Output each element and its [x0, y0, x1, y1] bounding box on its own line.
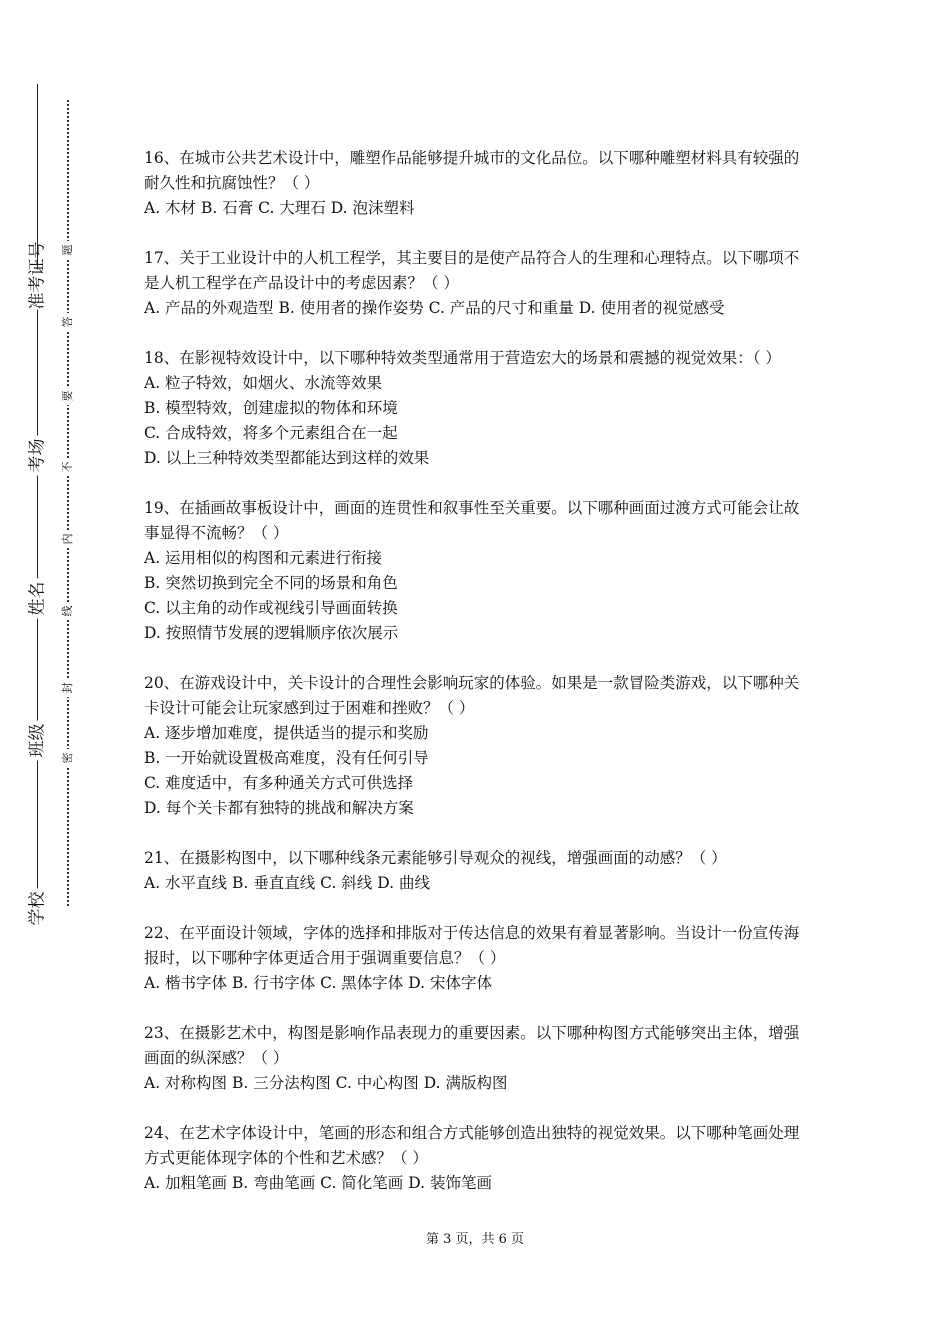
question-options: A. 水平直线 B. 垂直直线 C. 斜线 D. 曲线 [144, 874, 430, 892]
seal-char: 答 [62, 313, 74, 331]
question-text: 18、在影视特效设计中，以下哪种特效类型通常用于营造宏大的场景和震撼的视觉效果：（ ） [144, 349, 781, 367]
question-16 [144, 146, 814, 221]
page-footer: 第 3 页，共 6 页 [425, 1232, 525, 1247]
question-text: 17、关于工业设计中的人机工程学，其主要目的是使产品符合人的生理和心理特点。以下哪项不是人机工程学在产品设计中的考虑因素？（ ） [144, 249, 800, 292]
question-options: A. 加粗笔画 B. 弯曲笔画 C. 简化笔画 D. 装饰笔画 [144, 1174, 492, 1192]
question-text: 19、在插画故事板设计中，画面的连贯性和叙事性至关重要。以下哪种画面过渡方式可能会让故事显得不流畅？（ ） [144, 499, 800, 542]
question-list [144, 146, 814, 1221]
question-options: A. 产品的外观造型 B. 使用者的操作姿势 C. 产品的尺寸和重量 D. 使用者的视觉感受 [144, 299, 725, 317]
option-b: B. 突然切换到完全不同的场景和角色 [144, 574, 398, 592]
question-17 [144, 246, 814, 321]
question-19 [144, 496, 814, 646]
seal-char: 内 [62, 530, 74, 548]
option-a: A. 运用相似的构图和元素进行衔接 [144, 549, 383, 567]
option-d: D. 每个关卡都有独特的挑战和解决方案 [144, 799, 414, 817]
option-b: B. 模型特效，创建虚拟的物体和环境 [144, 399, 398, 417]
question-text: 20、在游戏设计中，关卡设计的合理性会影响玩家的体验。如果是一款冒险类游戏，以下哪种关卡设计可能会让玩家感到过于困难和挫败？（ ） [144, 674, 800, 717]
question-text: 22、在平面设计领域，字体的选择和排版对于传达信息的效果有着显著影响。当设计一份宣传海报时，以下哪种字体更适合用于强调重要信息？（ ） [144, 924, 800, 967]
question-21 [144, 846, 814, 896]
option-a: A. 粒子特效，如烟火、水流等效果 [144, 374, 383, 392]
seal-char: 封 [62, 679, 74, 697]
question-23 [144, 1021, 814, 1096]
option-b: B. 一开始就设置极高难度，没有任何引导 [144, 749, 429, 767]
option-a: A. 逐步增加难度，提供适当的提示和奖励 [144, 724, 429, 742]
question-22 [144, 921, 814, 996]
option-d: D. 按照情节发展的逻辑顺序依次展示 [144, 624, 399, 642]
label-class: 班级 [30, 721, 47, 761]
seal-char: 密 [62, 749, 74, 767]
question-20 [144, 671, 814, 821]
option-c: C. 难度适中，有多种通关方式可供选择 [144, 774, 414, 792]
question-text: 24、在艺术字体设计中，笔画的形态和组合方式能够创造出独特的视觉效果。以下哪种笔画处理方式更能体现字体的个性和艺术感？（ ） [144, 1124, 800, 1167]
question-options: A. 楷书字体 B. 行书字体 C. 黑体字体 D. 宋体字体 [144, 974, 492, 992]
label-exam-room: 考场 [30, 436, 47, 476]
question-text: 23、在摄影艺术中，构图是影响作品表现力的重要因素。以下哪种构图方式能够突出主体，增强画面的纵深感？（ ） [144, 1024, 800, 1067]
label-school: 学校 [30, 889, 47, 929]
question-18 [144, 346, 814, 471]
seal-dotted-line [67, 100, 69, 906]
question-24 [144, 1121, 814, 1196]
label-ticket-number: 准考证号 [27, 241, 48, 310]
label-name: 姓名 [30, 579, 47, 619]
seal-char: 要 [62, 387, 74, 405]
option-c: C. 合成特效，将多个元素组合在一起 [144, 424, 398, 442]
question-options: A. 对称构图 B. 三分法构图 C. 中心构图 D. 满版构图 [144, 1074, 508, 1092]
option-c: C. 以主角的动作或视线引导画面转换 [144, 599, 398, 617]
seal-char: 线 [62, 602, 74, 620]
option-d: D. 以上三种特效类型都能达到这样的效果 [144, 449, 430, 467]
question-text: 21、在摄影构图中，以下哪种线条元素能够引导观众的视线，增强画面的动感？（ ） [144, 849, 727, 867]
binding-solid-line [37, 84, 38, 926]
question-options: A. 木材 B. 石膏 C. 大理石 D. 泡沫塑料 [144, 199, 415, 217]
seal-char: 题 [62, 241, 74, 259]
seal-char: 不 [62, 458, 74, 476]
question-text: 16、在城市公共艺术设计中，雕塑作品能够提升城市的文化品位。以下哪种雕塑材料具有较强的耐久性和抗腐蚀性？（ ） [144, 149, 800, 192]
binding-margin [0, 0, 110, 1344]
